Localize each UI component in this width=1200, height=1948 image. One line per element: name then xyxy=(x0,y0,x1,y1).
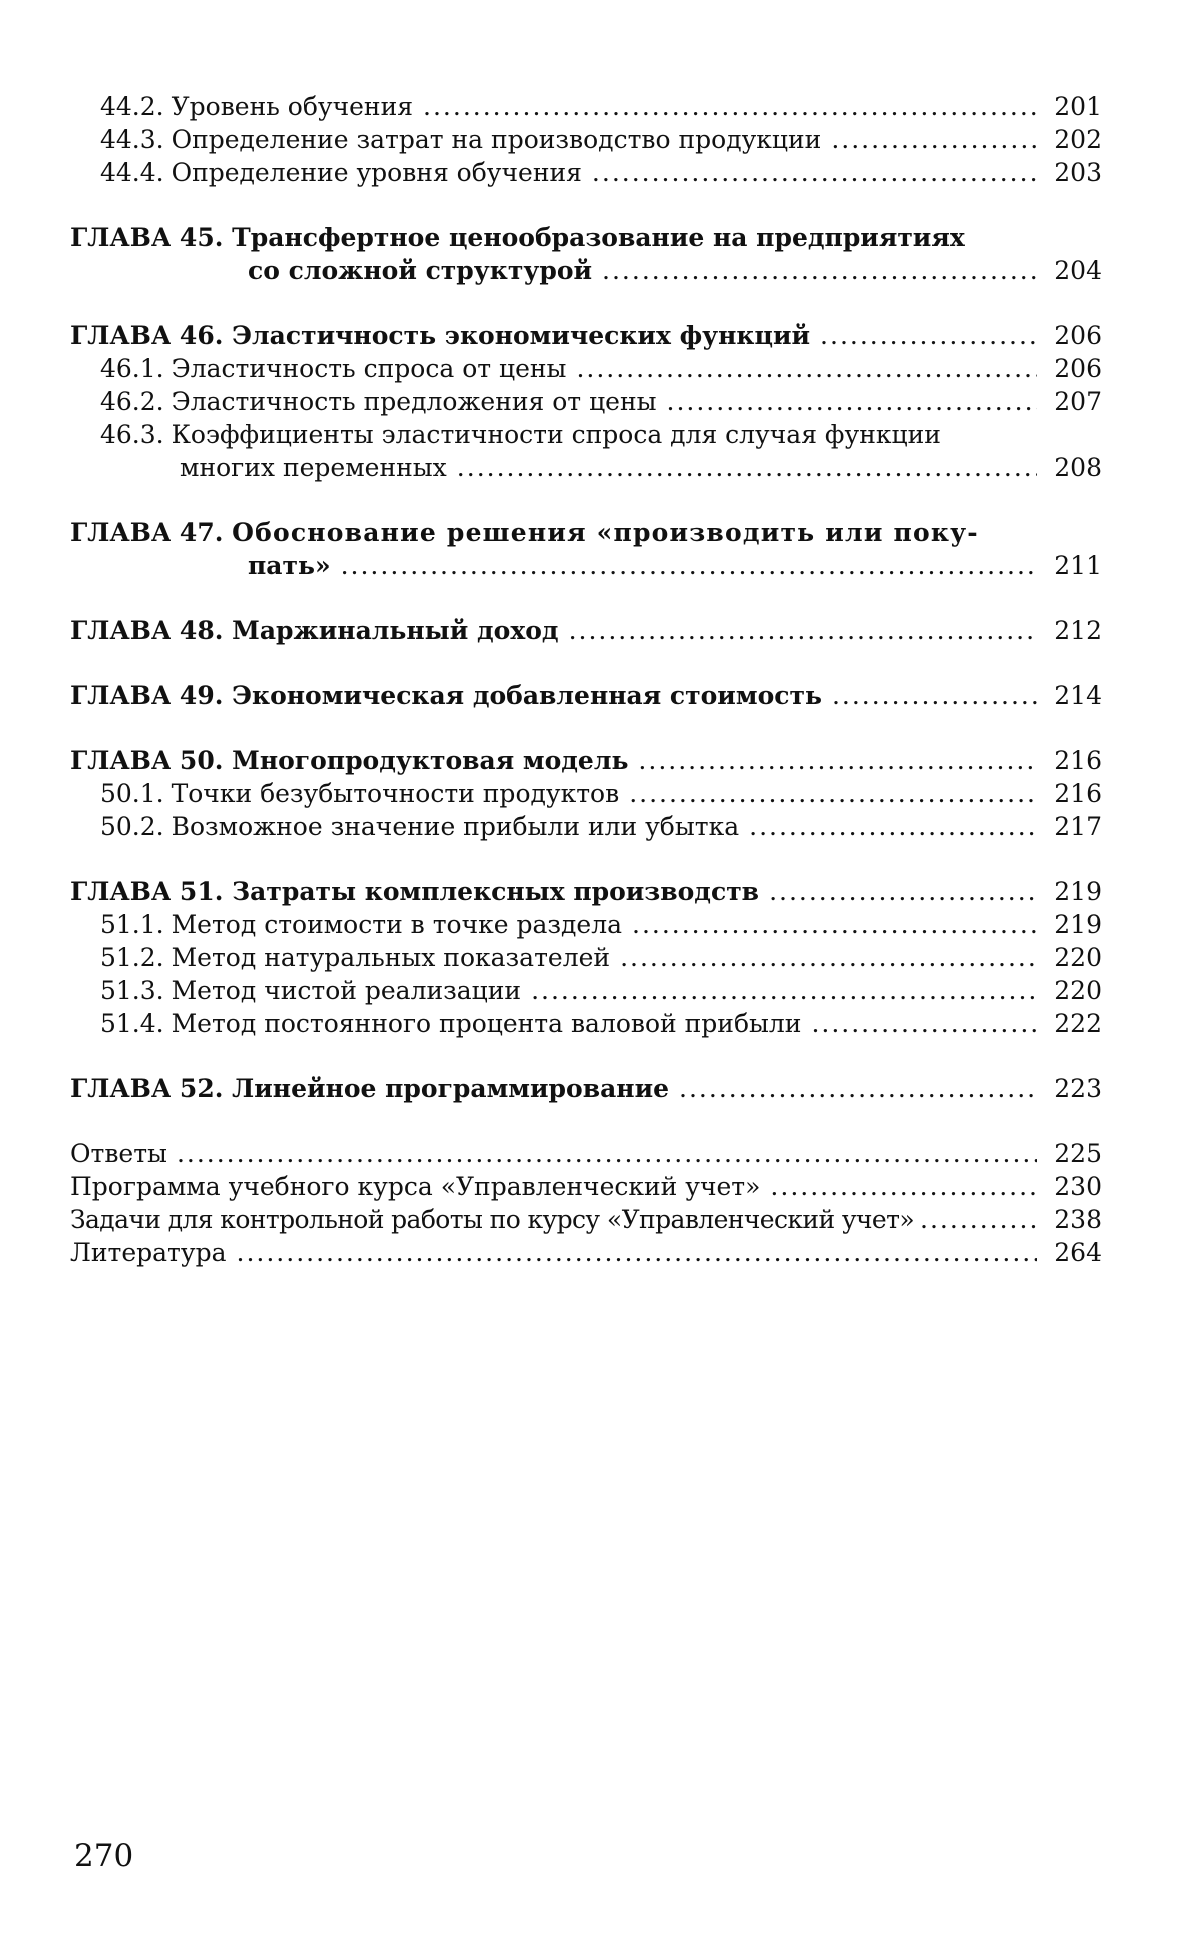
chapter-number: ГЛАВА 51. xyxy=(70,877,224,906)
section-number: 46.1. xyxy=(100,354,164,383)
page-number: 214 xyxy=(1054,681,1102,710)
toc-entry-50-1 xyxy=(70,777,1102,810)
section-title: Метод стоимости в точке раздела xyxy=(171,910,622,939)
toc-entry-46-3 xyxy=(70,418,1102,451)
backmatter-title: Литература xyxy=(70,1238,227,1267)
toc-entry-answers xyxy=(70,1137,1102,1170)
chapter-title-line1: Трансфертное ценообразование на предприятиях xyxy=(232,223,965,252)
leader-dots xyxy=(667,385,1037,418)
chapter-title-line1: Обоснование решения «производить или поку- xyxy=(232,518,979,547)
backmatter-title: Ответы xyxy=(70,1139,167,1168)
section-number: 50.2. xyxy=(100,812,164,841)
page-number: 220 xyxy=(1054,943,1102,972)
toc-entry-51-3 xyxy=(70,974,1102,1007)
toc-chapter-45-cont xyxy=(70,254,1102,287)
section-title-line2: многих переменных xyxy=(180,453,447,482)
page-number: 220 xyxy=(1054,976,1102,1005)
toc-chapter-47 xyxy=(70,516,1102,549)
toc-entry-44-4 xyxy=(70,156,1102,189)
toc-entry-50-2 xyxy=(70,810,1102,843)
leader-dots xyxy=(679,1072,1037,1105)
page-number: 204 xyxy=(1054,256,1102,285)
section-title: Метод постоянного процента валовой прибыли xyxy=(171,1009,802,1038)
page-number: 208 xyxy=(1054,453,1102,482)
leader-dots xyxy=(832,679,1037,712)
section-title: Возможное значение прибыли или убытка xyxy=(171,812,740,841)
chapter-title: Экономическая добавленная стоимость xyxy=(232,681,822,710)
toc-entry-program xyxy=(70,1170,1102,1203)
chapter-number: ГЛАВА 46. xyxy=(70,321,224,350)
section-number: 51.4. xyxy=(100,1009,164,1038)
page-number: 216 xyxy=(1054,746,1102,775)
leader-dots xyxy=(920,1203,1041,1236)
toc-entry-44-3 xyxy=(70,123,1102,156)
backmatter-title: Программа учебного курса «Управленческий учет» xyxy=(70,1172,761,1201)
toc-entry-51-1 xyxy=(70,908,1102,941)
chapter-number: ГЛАВА 50. xyxy=(70,746,224,775)
leader-dots xyxy=(576,352,1037,385)
chapter-title: Маржинальный доход xyxy=(232,616,559,645)
leader-dots xyxy=(341,549,1037,582)
leader-dots xyxy=(632,908,1037,941)
leader-dots xyxy=(811,1007,1037,1040)
leader-dots xyxy=(629,777,1037,810)
section-number: 46.2. xyxy=(100,387,164,416)
toc-entry-literature xyxy=(70,1236,1102,1269)
page-number: 223 xyxy=(1054,1074,1102,1103)
chapter-number: ГЛАВА 47. xyxy=(70,518,224,547)
section-title: Определение уровня обучения xyxy=(171,158,582,187)
page-number: 238 xyxy=(1054,1205,1102,1234)
chapter-number: ГЛАВА 49. xyxy=(70,681,224,710)
leader-dots xyxy=(423,90,1037,123)
section-title: Метод чистой реализации xyxy=(171,976,522,1005)
toc-chapter-47-cont xyxy=(70,549,1102,582)
section-number: 51.1. xyxy=(100,910,164,939)
section-number: 44.2. xyxy=(100,92,164,121)
leader-dots xyxy=(831,123,1037,156)
section-number: 44.3. xyxy=(100,125,164,154)
toc-chapter-48 xyxy=(70,614,1102,647)
page-number: 219 xyxy=(1054,910,1102,939)
toc-entry-51-4 xyxy=(70,1007,1102,1040)
page-number: 202 xyxy=(1054,125,1102,154)
leader-dots xyxy=(602,254,1037,287)
chapter-title-line2: со сложной структурой xyxy=(248,256,593,285)
section-title: Эластичность предложения от цены xyxy=(171,387,657,416)
chapter-number: ГЛАВА 52. xyxy=(70,1074,224,1103)
page-number: 225 xyxy=(1054,1139,1102,1168)
toc-entry-44-2 xyxy=(70,90,1102,123)
page-folio: 270 xyxy=(74,1838,134,1874)
page-number: 206 xyxy=(1054,321,1102,350)
leader-dots xyxy=(592,156,1037,189)
chapter-title: Эластичность экономических функций xyxy=(232,321,811,350)
leader-dots xyxy=(638,744,1037,777)
page-number: 216 xyxy=(1054,779,1102,808)
leader-dots xyxy=(770,1170,1037,1203)
section-number: 51.3. xyxy=(100,976,164,1005)
section-number: 46.3. xyxy=(100,420,164,449)
chapter-title: Линейное программирование xyxy=(232,1074,670,1103)
toc-chapter-46 xyxy=(70,319,1102,352)
chapter-title-line2: пать» xyxy=(248,551,331,580)
table-of-contents xyxy=(70,90,1102,1269)
leader-dots xyxy=(769,875,1037,908)
section-title: Метод натуральных показателей xyxy=(171,943,611,972)
leader-dots xyxy=(531,974,1037,1007)
toc-chapter-51 xyxy=(70,875,1102,908)
leader-dots xyxy=(820,319,1037,352)
leader-dots xyxy=(569,614,1037,647)
leader-dots xyxy=(177,1137,1037,1170)
section-number: 51.2. xyxy=(100,943,164,972)
toc-entry-51-2 xyxy=(70,941,1102,974)
toc-chapter-50 xyxy=(70,744,1102,777)
backmatter-title: Задачи для контрольной работы по курсу «Управленческий учет» xyxy=(70,1205,915,1234)
chapter-number: ГЛАВА 45. xyxy=(70,223,224,252)
toc-chapter-45 xyxy=(70,221,1102,254)
chapter-title: Многопродуктовая модель xyxy=(232,746,629,775)
section-number: 44.4. xyxy=(100,158,164,187)
section-title: Точки безубыточности продуктов xyxy=(171,779,620,808)
leader-dots xyxy=(457,451,1037,484)
toc-entry-46-1 xyxy=(70,352,1102,385)
page-number: 230 xyxy=(1054,1172,1102,1201)
page-number: 203 xyxy=(1054,158,1102,187)
toc-chapter-49 xyxy=(70,679,1102,712)
page-number: 211 xyxy=(1054,551,1102,580)
page-number: 207 xyxy=(1054,387,1102,416)
section-title: Уровень обучения xyxy=(171,92,414,121)
toc-entry-tasks xyxy=(70,1203,1102,1236)
section-title-line1: Коэффициенты эластичности спроса для случая функции xyxy=(171,420,941,449)
section-number: 50.1. xyxy=(100,779,164,808)
chapter-number: ГЛАВА 48. xyxy=(70,616,224,645)
section-title: Определение затрат на производство продукции xyxy=(171,125,822,154)
leader-dots xyxy=(620,941,1037,974)
chapter-title: Затраты комплексных производств xyxy=(232,877,760,906)
page-number: 222 xyxy=(1054,1009,1102,1038)
section-title: Эластичность спроса от цены xyxy=(171,354,567,383)
page-number: 264 xyxy=(1054,1238,1102,1267)
page-number: 201 xyxy=(1054,92,1102,121)
toc-chapter-52 xyxy=(70,1072,1102,1105)
page-number: 206 xyxy=(1054,354,1102,383)
leader-dots xyxy=(749,810,1037,843)
toc-entry-46-2 xyxy=(70,385,1102,418)
toc-entry-46-3-cont xyxy=(70,451,1102,484)
page-number: 217 xyxy=(1054,812,1102,841)
leader-dots xyxy=(237,1236,1037,1269)
page-number: 212 xyxy=(1054,616,1102,645)
page-number: 219 xyxy=(1054,877,1102,906)
